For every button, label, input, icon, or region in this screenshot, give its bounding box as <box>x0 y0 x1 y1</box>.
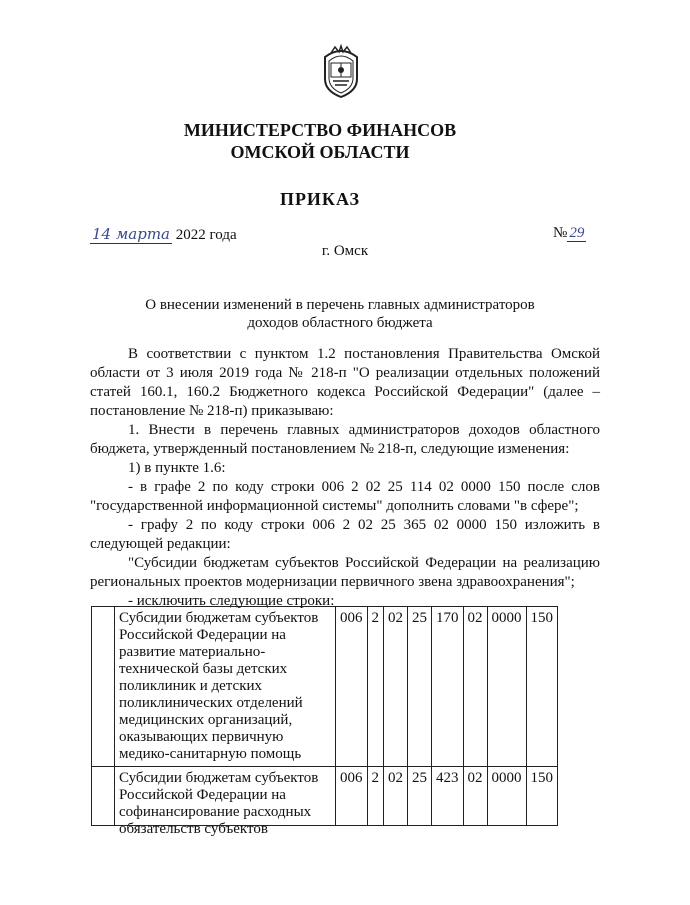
coat-of-arms-icon <box>317 43 365 99</box>
table-cell-code: 150 <box>526 767 558 826</box>
table-cell-code: 150 <box>526 607 558 767</box>
table-cell-code: 02 <box>463 607 487 767</box>
table-row <box>92 607 558 767</box>
table-cell-blank <box>92 767 115 826</box>
table-cell-code: 0000 <box>487 767 526 826</box>
table-cell-code: 2 <box>367 607 384 767</box>
handwritten-number: 29 <box>569 225 585 241</box>
table-cell-code: 2 <box>367 767 384 826</box>
table-cell-code: 006 <box>336 607 368 767</box>
subject-line1: О внесении изменений в перечень главных администраторов <box>145 297 535 313</box>
table-cell-code: 02 <box>384 607 408 767</box>
order-number <box>553 225 586 242</box>
paragraph-exclude: - исключить следующие строки: <box>128 593 335 609</box>
table-cell-code: 0000 <box>487 607 526 767</box>
paragraph-item-1: 1. Внести в перечень главных администраторов доходов областного бюджета, утвержденный постановлением № 218-п, следующие изменения: <box>90 422 600 457</box>
order-date <box>90 225 237 244</box>
paragraph-change-2: - графу 2 по коду строки 006 2 02 25 365 02 0000 150 изложить в следующей редакции: <box>90 517 600 552</box>
table-cell-name: Субсидии бюджетам субъектов Российской Федерации на развитие материально-технической базы детских поликлиник и детских поликлинических отделений медицинских организаций, оказывающих первичную медико-санитарную помощь <box>115 607 336 767</box>
table-cell-code: 02 <box>463 767 487 826</box>
table-cell-code: 423 <box>432 767 464 826</box>
handwritten-date: 14 марта <box>92 225 171 243</box>
paragraph-change-1: - в графе 2 по коду строки 006 2 02 25 114 02 0000 150 после слов "государственной информационной системы" дополнить словами "в сфере"; <box>90 479 600 514</box>
date-year: 2022 года <box>175 227 237 243</box>
table-cell-code: 25 <box>408 767 432 826</box>
subject-line2: доходов областного бюджета <box>247 315 433 331</box>
city: г. Омск <box>321 243 369 259</box>
paragraph-new-wording: "Субсидии бюджетам субъектов Российской Федерации на реализацию региональных проектов модернизации первичного звена здравоохранения"; <box>90 555 600 590</box>
order-body <box>90 345 600 611</box>
document-type: ПРИКАЗ <box>279 189 361 209</box>
table-cell-name-text: Субсидии бюджетам субъектов Российской Федерации на софинансирование расходных обязательств субъектов <box>119 770 319 837</box>
table-cell-code: 25 <box>408 607 432 767</box>
table-cell-code: 006 <box>336 767 368 826</box>
excluded-rows-table <box>91 606 558 837</box>
ministry-name-line2: ОМСКОЙ ОБЛАСТИ <box>230 142 410 162</box>
order-subject <box>120 296 560 332</box>
paragraph-preamble: В соответствии с пунктом 1.2 постановления Правительства Омской области от 3 июля 2019 года № 218-п "О реализации отдельных положений статей 160.1, 160.2 Бюджетного кодекса Российской Федерации" (далее – постановление № 218-п) приказываю: <box>90 346 600 419</box>
number-prefix: № <box>553 225 568 241</box>
paragraph-subitem-1: 1) в пункте 1.6: <box>128 460 226 476</box>
table-cell-name <box>115 767 336 837</box>
table-cell-code: 170 <box>432 607 464 767</box>
table-row <box>92 767 558 826</box>
table-cell-code: 02 <box>384 767 408 826</box>
table-cell-blank <box>92 607 115 767</box>
ministry-name-line1: МИНИСТЕРСТВО ФИНАНСОВ <box>183 120 457 140</box>
